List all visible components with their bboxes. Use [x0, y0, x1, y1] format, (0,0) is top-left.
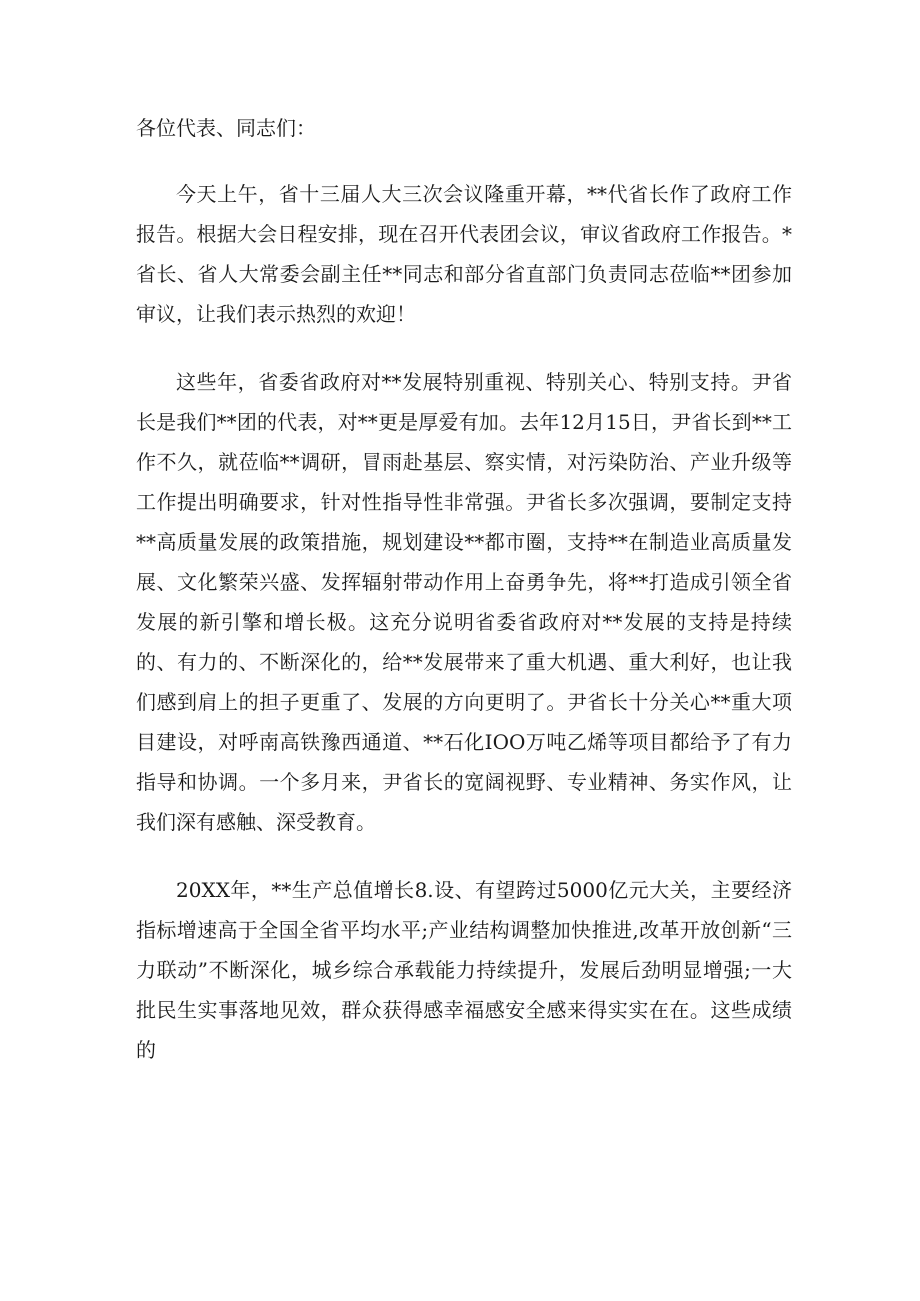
paragraph-3: 20XX年，**生产总值增长8.设、有望跨过5000亿元大关，主要经济指标增速高于全国全省平均水平;产业结构调整加快推进,改革开放创新“三力联动”不断深化，城乡综合承载能力持续提升，发展后劲明显增强;一大批民生实事落地见效，群众获得感幸福感安全感来得实实在在。这些成绩的 [136, 878, 792, 1062]
paragraph-2: 这些年，省委省政府对**发展特别重视、特别关心、特别支持。尹省长是我们**团的代表，对**更是厚爱有加。去年12月15日，尹省长到**工作不久，就莅临**调研，冒雨赴基层、察实情，对污染防治、产业升级等工作提出明确要求，针对性指导性非常强。尹省长多次强调，要制定支持**高质量发展的政策措施，规划建设**都市圈，支持**在制造业高质量发展、文化繁荣兴盛、发挥辐射带动作用上奋勇争先，将**打造成引领全省发展的新引擎和增长极。这充分说明省委省政府对**发展的支持是持续的、有力的、不断深化的，给**发展带来了重大机遇、重大利好，也让我们感到肩上的担子更重了、发展的方向更明了。尹省长十分关心**重大项目建设，对呼南高铁豫西通道、**石化IOO万吨乙烯等项目都给予了有力指导和协调。一个多月来，尹省长的宽阔视野、专业精神、务实作风，让我们深有感触、深受教育。 [136, 370, 792, 834]
document-body [136, 108, 792, 1098]
paragraph-1: 今天上午，省十三届人大三次会议隆重开幕，**代省长作了政府工作报告。根据大会日程安排，现在召开代表团会议，审议省政府工作报告。*省长、省人大常委会副主任**同志和部分省直部门负责同志莅临**团参加审议，让我们表示热烈的欢迎！ [136, 182, 792, 326]
salutation: 各位代表、同志们： [136, 116, 316, 140]
